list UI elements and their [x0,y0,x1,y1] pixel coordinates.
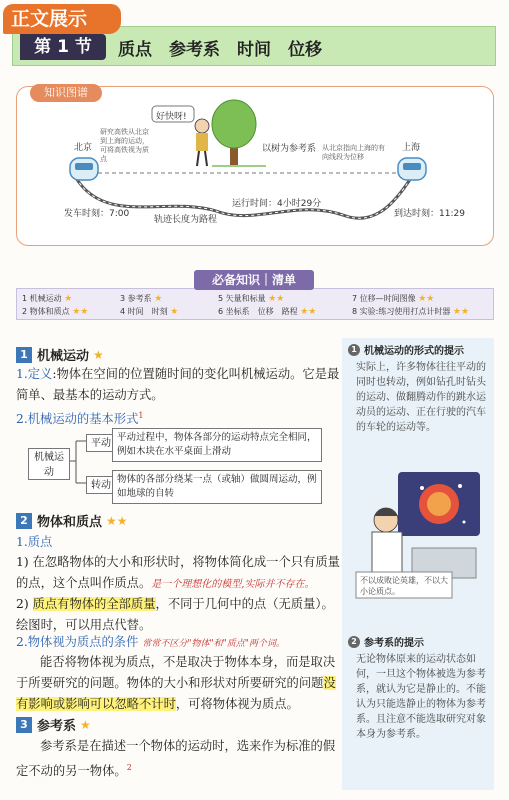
definition-paragraph: 1.定义:物体在空间的位置随时间的变化叫机械运动。它是最简单、最基本的运动方式。 [16,367,340,402]
forms-heading: 2.机械运动的基本形式$^1$ [16,411,144,427]
section-3-heading: 3 参考系 ★ [16,715,91,734]
side-note-1-body: 实际上，许多物体往往平动的同时也转动，例如钻孔时钻头的运动、做翻腾动作的跳水运动员的运动、正在行驶的汽车的车轮的运动等。 [356,362,486,433]
track-length: 轨迹长度为路程 [154,215,218,225]
note-number: 2 [348,636,360,648]
side-note-2-body: 无论物体原来的运动状态如何，一旦这个物体被选为参考系，就认为它是静止的。不能认为只能选静止的物体为参考系。且注意不能选取研究对象本身为参考系。 [356,654,486,740]
note-right: 从北京指向上海的有向线段为位移 [322,144,385,161]
handwritten-note: 是一个理想化的模型,实际并不存在。 [151,579,315,590]
star-icon: ★★ [72,307,89,317]
particle-subheading: 1.质点 [16,535,53,549]
star-icon: ★★ [106,513,128,528]
section-number: 第 1 节 [20,34,106,60]
condition-paragraph: 能否将物体视为质点，不是取决于物体本身，而是取决于所要研究的问题。物体的大小和形状对所要研究的问题没有影响或影响可以忽略不计时，可将物体视为质点。 [16,655,336,711]
diagram-root: 机械运动 [28,448,70,480]
section-badge: 正文展示 [3,4,121,34]
checklist-item: 3 参考系 ★ [120,294,163,304]
train-icon [398,158,426,180]
star-icon: ★ [64,294,73,304]
star-icon: ★ [80,717,91,732]
section-2-heading: 2 物体和质点 ★★ [16,511,128,530]
particle-mass: 2) 质点有物体的全部质量，不同于几何中的点（无质量）。绘图时，可以用点代替。 [16,597,334,632]
checklist-item: 6 坐标系 位移 路程 ★★ [218,307,317,317]
diagram-translation: 平动 [86,434,126,452]
speech-bubble-text: 好快呀! [156,112,187,122]
star-icon: ★ [170,307,179,317]
diagram-translation-desc: 平动过程中，物体各部分的运动特点完全相同，例如木块在水平桌面上滑动 [112,428,322,462]
boy-icon [195,119,209,166]
star-icon: ★★ [452,307,470,317]
depart-time: 发车时刻：7:00 [64,209,130,219]
cartoon-caption: 不以成败论英雄，不以大小论质点。 [360,576,448,596]
star-icon: ★★ [418,294,435,304]
star-icon: ★ [93,347,104,362]
checklist-item: 2 物体和质点 ★★ [22,307,89,317]
knowledge-map-label: 知识图谱 [30,84,102,102]
run-time: 运行时间：4小时29分 [232,199,322,209]
particle-definition: 1) 在忽略物体的大小和形状时，将物体简化成一个只有质量的点，这个点叫作质点。是一个理想化的模型,实际并不存在。 [16,555,340,590]
section-title: 质点 参考系 时间 位移 [118,40,322,60]
note-tree: 以树为参考系 [262,144,317,154]
star-icon: ★ [154,294,163,304]
side-note-1-heading: 1 机械运动的形式的提示 [348,342,464,357]
note-left: 研究高铁从北京到上海的运动，可将高铁视为质点 [100,128,149,163]
side-note-2-heading: 2 参考系的提示 [348,634,424,649]
shanghai-label: 上海 [402,143,421,153]
section-1-heading: 1 机械运动 ★ [16,345,104,364]
checklist-item: 7 位移—时间图像 ★★ [352,294,435,304]
diagram-rotation: 转动 [86,476,126,494]
condition-subheading: 2.物体视为质点的条件 常常不区分"物体"和"质点"两个词。 [16,635,285,649]
star-icon: ★★ [268,294,285,304]
checklist-title: 必备知识｜清单 [194,270,314,290]
arrive-time: 到达时刻：11:29 [394,209,465,219]
reference-frame-paragraph: 参考系是在描述一个物体的运动时，选来作为标准的假定不动的另一物体。$^2$ [16,739,336,779]
handwritten-note: 常常不区分"物体"和"质点"两个词。 [142,639,285,649]
checklist-item: 5 矢量和标量 ★★ [218,294,285,304]
note-number: 1 [348,344,360,356]
beijing-label: 北京 [74,143,93,153]
train-icon [70,158,98,180]
diagram-rotation-desc: 物体的各部分绕某一点（或轴）做圆周运动，例如地球的自转 [112,470,322,504]
checklist-item: 1 机械运动 ★ [22,294,73,304]
knowledge-map-illustration [16,86,494,246]
star-icon: ★★ [300,307,317,317]
checklist-item: 4 时间 时刻 ★ [120,307,179,317]
checklist-item: 8 实验:练习使用打点计时器 ★★ [352,307,470,317]
tree-icon [212,100,256,166]
